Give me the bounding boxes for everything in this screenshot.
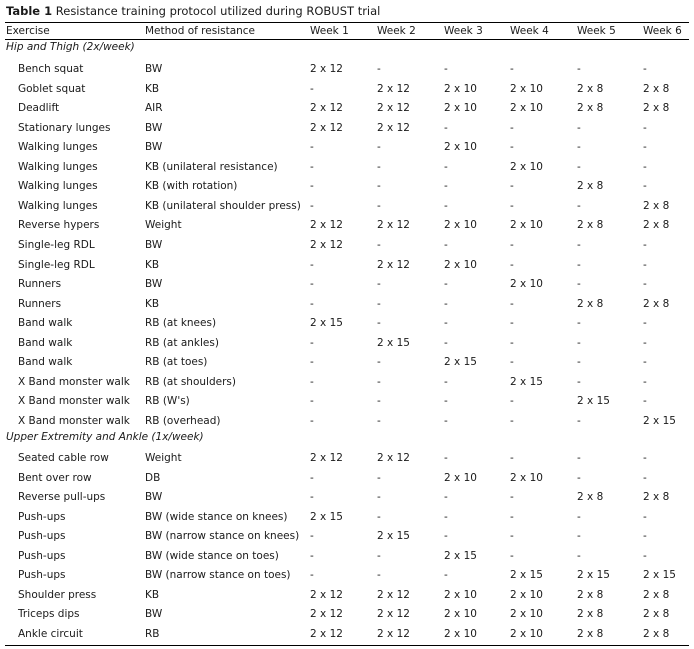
week-cell: - [444, 180, 448, 193]
column-header: Method of resistance [145, 25, 256, 37]
week-cell: - [643, 395, 647, 408]
week-cell: - [510, 395, 514, 408]
exercise-cell: Walking lunges [18, 141, 98, 154]
week-cell: - [310, 297, 314, 310]
section-header: Upper Extremity and Ankle (1x/week) [6, 431, 204, 443]
week-cell: - [444, 414, 448, 427]
week-cell: - [444, 297, 448, 310]
week-cell: - [510, 63, 514, 75]
week-cell: - [377, 180, 381, 193]
week-cell: 2 x 12 [310, 63, 343, 75]
week-cell: - [510, 199, 514, 212]
week-cell: - [643, 356, 647, 369]
week-cell: - [310, 258, 314, 271]
week-cell: - [577, 452, 581, 464]
week-cell: 2 x 12 [310, 588, 343, 601]
week-cell: - [444, 238, 448, 251]
week-cell: - [643, 180, 647, 193]
exercise-cell: Reverse pull-ups [18, 491, 106, 503]
resistance-cell: BW [145, 278, 163, 291]
resistance-cell: RB (overhead) [145, 414, 221, 427]
week-cell: 2 x 10 [510, 471, 543, 484]
week-cell: - [643, 141, 647, 154]
column-header: Week 4 [510, 25, 549, 37]
exercise-cell: X Band monster walk [18, 414, 130, 427]
exercise-cell: Single-leg RDL [18, 258, 95, 271]
week-cell: - [444, 160, 448, 173]
week-cell: - [377, 141, 381, 154]
week-cell: - [377, 238, 381, 251]
week-cell: - [643, 471, 647, 484]
week-cell: - [310, 141, 314, 154]
resistance-cell: KB [145, 588, 160, 601]
week-cell: - [377, 471, 381, 484]
resistance-cell: BW [145, 141, 163, 154]
table-caption [6, 4, 380, 18]
week-cell: - [444, 569, 448, 581]
week-cell: - [577, 141, 581, 154]
week-cell: - [577, 238, 581, 251]
week-cell: 2 x 8 [643, 588, 670, 601]
week-cell: - [377, 160, 381, 173]
week-cell: - [643, 375, 647, 388]
exercise-cell: Push-ups [18, 569, 66, 581]
exercise-cell: Walking lunges [18, 199, 98, 212]
week-cell: - [310, 82, 314, 95]
week-cell: - [310, 160, 314, 173]
column-header: Week 6 [643, 25, 682, 37]
week-cell: - [510, 180, 514, 193]
week-cell: - [310, 278, 314, 291]
week-cell: - [310, 395, 314, 408]
week-cell: - [510, 121, 514, 134]
week-cell: 2 x 8 [577, 491, 604, 503]
week-cell: - [377, 510, 381, 523]
week-cell: - [643, 549, 647, 562]
week-cell: - [577, 160, 581, 173]
top-rule [5, 22, 689, 23]
resistance-cell: AIR [145, 102, 163, 115]
week-cell: 2 x 10 [444, 258, 477, 271]
week-cell: 2 x 15 [643, 414, 676, 427]
exercise-cell: Goblet squat [18, 82, 86, 95]
exercise-cell: Push-ups [18, 549, 66, 562]
week-cell: 2 x 12 [377, 82, 410, 95]
week-cell: 2 x 15 [377, 336, 410, 349]
exercise-cell: Band walk [18, 317, 73, 330]
exercise-cell: Runners [18, 278, 62, 291]
resistance-cell: RB (at toes) [145, 356, 208, 369]
week-cell: - [510, 317, 514, 330]
week-cell: 2 x 12 [377, 588, 410, 601]
week-cell: 2 x 8 [577, 180, 604, 193]
week-cell: - [377, 199, 381, 212]
week-cell: - [377, 375, 381, 388]
week-cell: - [510, 356, 514, 369]
week-cell: 2 x 10 [444, 471, 477, 484]
resistance-cell: BW (wide stance on toes) [145, 549, 279, 562]
week-cell: - [444, 336, 448, 349]
resistance-cell: Weight [145, 452, 182, 464]
week-cell: 2 x 8 [643, 102, 670, 115]
week-cell: 2 x 15 [643, 569, 676, 581]
week-cell: 2 x 15 [510, 569, 543, 581]
week-cell: - [577, 510, 581, 523]
exercise-cell: X Band monster walk [18, 375, 130, 388]
week-cell: - [377, 414, 381, 427]
week-cell: - [643, 510, 647, 523]
week-cell: - [577, 375, 581, 388]
resistance-cell: KB (with rotation) [145, 180, 238, 193]
week-cell: 2 x 12 [377, 102, 410, 115]
week-cell: - [510, 452, 514, 464]
exercise-cell: Shoulder press [18, 588, 97, 601]
column-header: Week 2 [377, 25, 416, 37]
week-cell: - [444, 375, 448, 388]
week-cell: - [643, 121, 647, 134]
week-cell: - [310, 471, 314, 484]
resistance-cell: BW [145, 63, 163, 75]
week-cell: - [310, 569, 314, 581]
resistance-cell: BW [145, 121, 163, 134]
week-cell: 2 x 15 [444, 549, 477, 562]
week-cell: 2 x 10 [510, 588, 543, 601]
week-cell: - [577, 258, 581, 271]
week-cell: - [377, 395, 381, 408]
resistance-cell: RB (at ankles) [145, 336, 219, 349]
week-cell: 2 x 15 [444, 356, 477, 369]
exercise-cell: Ankle circuit [18, 627, 83, 640]
week-cell: - [643, 278, 647, 291]
week-cell: - [377, 317, 381, 330]
week-cell: 2 x 8 [577, 608, 604, 620]
week-cell: - [310, 549, 314, 562]
exercise-cell: Bench squat [18, 63, 84, 75]
exercise-cell: Seated cable row [18, 452, 109, 464]
column-header: Week 1 [310, 25, 349, 37]
section-header: Hip and Thigh (2x/week) [6, 41, 135, 53]
week-cell: - [577, 471, 581, 484]
week-cell: - [444, 452, 448, 464]
exercise-cell: Reverse hypers [18, 219, 100, 232]
week-cell: 2 x 12 [377, 121, 410, 134]
week-cell: 2 x 10 [510, 608, 543, 620]
resistance-cell: Weight [145, 219, 182, 232]
week-cell: - [310, 199, 314, 212]
week-cell: - [643, 530, 647, 542]
bottom-rule [5, 645, 689, 646]
exercise-cell: Bent over row [18, 471, 92, 484]
week-cell: 2 x 15 [377, 530, 410, 542]
resistance-cell: RB [145, 627, 160, 640]
column-header: Exercise [6, 25, 50, 37]
week-cell: 2 x 15 [310, 510, 343, 523]
week-cell: 2 x 10 [510, 278, 543, 291]
exercise-cell: X Band monster walk [18, 395, 130, 408]
week-cell: - [444, 63, 448, 75]
week-cell: 2 x 10 [444, 588, 477, 601]
week-cell: - [643, 452, 647, 464]
week-cell: 2 x 8 [643, 627, 670, 640]
week-cell: 2 x 10 [444, 627, 477, 640]
week-cell: - [577, 63, 581, 75]
exercise-cell: Push-ups [18, 530, 66, 542]
week-cell: - [444, 491, 448, 503]
week-cell: - [577, 530, 581, 542]
week-cell: - [643, 336, 647, 349]
week-cell: - [377, 356, 381, 369]
exercise-cell: Triceps dips [18, 608, 80, 620]
week-cell: - [444, 199, 448, 212]
week-cell: 2 x 10 [510, 160, 543, 173]
week-cell: 2 x 12 [310, 627, 343, 640]
resistance-cell: BW (wide stance on knees) [145, 510, 288, 523]
week-cell: 2 x 12 [310, 608, 343, 620]
week-cell: 2 x 12 [310, 102, 343, 115]
resistance-cell: BW [145, 608, 163, 620]
column-header: Week 5 [577, 25, 616, 37]
week-cell: - [444, 278, 448, 291]
resistance-cell: BW [145, 238, 163, 251]
week-cell: - [643, 258, 647, 271]
week-cell: - [377, 549, 381, 562]
week-cell: 2 x 8 [643, 82, 670, 95]
week-cell: 2 x 10 [444, 141, 477, 154]
week-cell: - [377, 63, 381, 75]
exercise-cell: Band walk [18, 356, 73, 369]
week-cell: - [310, 414, 314, 427]
week-cell: 2 x 12 [377, 219, 410, 232]
header-rule [5, 39, 689, 40]
week-cell: - [577, 549, 581, 562]
week-cell: - [310, 336, 314, 349]
week-cell: - [510, 336, 514, 349]
exercise-cell: Walking lunges [18, 180, 98, 193]
week-cell: 2 x 12 [310, 238, 343, 251]
week-cell: 2 x 12 [377, 452, 410, 464]
week-cell: 2 x 8 [643, 297, 670, 310]
week-cell: - [577, 317, 581, 330]
week-cell: 2 x 12 [310, 121, 343, 134]
week-cell: - [510, 510, 514, 523]
week-cell: 2 x 15 [577, 569, 610, 581]
week-cell: 2 x 12 [377, 258, 410, 271]
week-cell: 2 x 10 [444, 82, 477, 95]
exercise-cell: Stationary lunges [18, 121, 111, 134]
week-cell: - [310, 180, 314, 193]
table-title: Resistance training protocol utilized during ROBUST trial [55, 4, 381, 18]
resistance-cell: RB (at knees) [145, 317, 217, 330]
week-cell: - [577, 199, 581, 212]
week-cell: 2 x 8 [577, 219, 604, 232]
week-cell: - [510, 258, 514, 271]
exercise-cell: Single-leg RDL [18, 238, 95, 251]
week-cell: 2 x 10 [444, 219, 477, 232]
week-cell: - [643, 160, 647, 173]
resistance-cell: RB (W's) [145, 395, 190, 408]
week-cell: 2 x 8 [577, 297, 604, 310]
week-cell: 2 x 8 [577, 588, 604, 601]
exercise-cell: Band walk [18, 336, 73, 349]
week-cell: - [510, 530, 514, 542]
week-cell: - [577, 278, 581, 291]
week-cell: - [577, 356, 581, 369]
week-cell: 2 x 8 [577, 627, 604, 640]
week-cell: - [444, 530, 448, 542]
week-cell: - [577, 414, 581, 427]
week-cell: - [510, 414, 514, 427]
week-cell: 2 x 10 [510, 219, 543, 232]
week-cell: - [510, 491, 514, 503]
week-cell: - [377, 491, 381, 503]
week-cell: 2 x 8 [643, 199, 670, 212]
week-cell: - [643, 238, 647, 251]
week-cell: - [444, 121, 448, 134]
week-cell: - [444, 510, 448, 523]
week-cell: - [377, 278, 381, 291]
week-cell: - [510, 141, 514, 154]
resistance-cell: BW [145, 491, 163, 503]
week-cell: - [444, 395, 448, 408]
week-cell: - [510, 297, 514, 310]
resistance-cell: DB [145, 471, 161, 484]
week-cell: 2 x 10 [444, 102, 477, 115]
week-cell: 2 x 10 [444, 608, 477, 620]
resistance-cell: KB [145, 82, 160, 95]
week-cell: 2 x 15 [577, 395, 610, 408]
week-cell: - [643, 63, 647, 75]
week-cell: - [444, 317, 448, 330]
exercise-cell: Runners [18, 297, 62, 310]
week-cell: 2 x 10 [510, 102, 543, 115]
resistance-cell: KB (unilateral shoulder press) [145, 199, 301, 212]
week-cell: 2 x 10 [510, 627, 543, 640]
week-cell: 2 x 8 [643, 219, 670, 232]
resistance-cell: RB (at shoulders) [145, 375, 236, 388]
week-cell: 2 x 12 [377, 627, 410, 640]
week-cell: 2 x 15 [510, 375, 543, 388]
week-cell: - [577, 336, 581, 349]
week-cell: 2 x 8 [577, 82, 604, 95]
week-cell: - [577, 121, 581, 134]
week-cell: - [643, 317, 647, 330]
column-header: Week 3 [444, 25, 483, 37]
resistance-cell: KB [145, 258, 160, 271]
resistance-cell: KB (unilateral resistance) [145, 160, 278, 173]
week-cell: - [310, 530, 314, 542]
week-cell: - [510, 549, 514, 562]
exercise-cell: Walking lunges [18, 160, 98, 173]
week-cell: 2 x 8 [577, 102, 604, 115]
resistance-cell: BW (narrow stance on toes) [145, 569, 291, 581]
week-cell: 2 x 12 [310, 452, 343, 464]
week-cell: 2 x 8 [643, 491, 670, 503]
exercise-cell: Deadlift [18, 102, 60, 115]
week-cell: 2 x 8 [643, 608, 670, 620]
week-cell: 2 x 12 [310, 219, 343, 232]
resistance-cell: KB [145, 297, 160, 310]
week-cell: - [377, 569, 381, 581]
resistance-cell: BW (narrow stance on knees) [145, 530, 300, 542]
week-cell: - [310, 356, 314, 369]
week-cell: 2 x 10 [510, 82, 543, 95]
week-cell: 2 x 12 [377, 608, 410, 620]
table-label: Table 1 [6, 4, 53, 18]
week-cell: - [310, 375, 314, 388]
exercise-cell: Push-ups [18, 510, 66, 523]
week-cell: 2 x 15 [310, 317, 343, 330]
week-cell: - [310, 491, 314, 503]
week-cell: - [377, 297, 381, 310]
week-cell: - [510, 238, 514, 251]
